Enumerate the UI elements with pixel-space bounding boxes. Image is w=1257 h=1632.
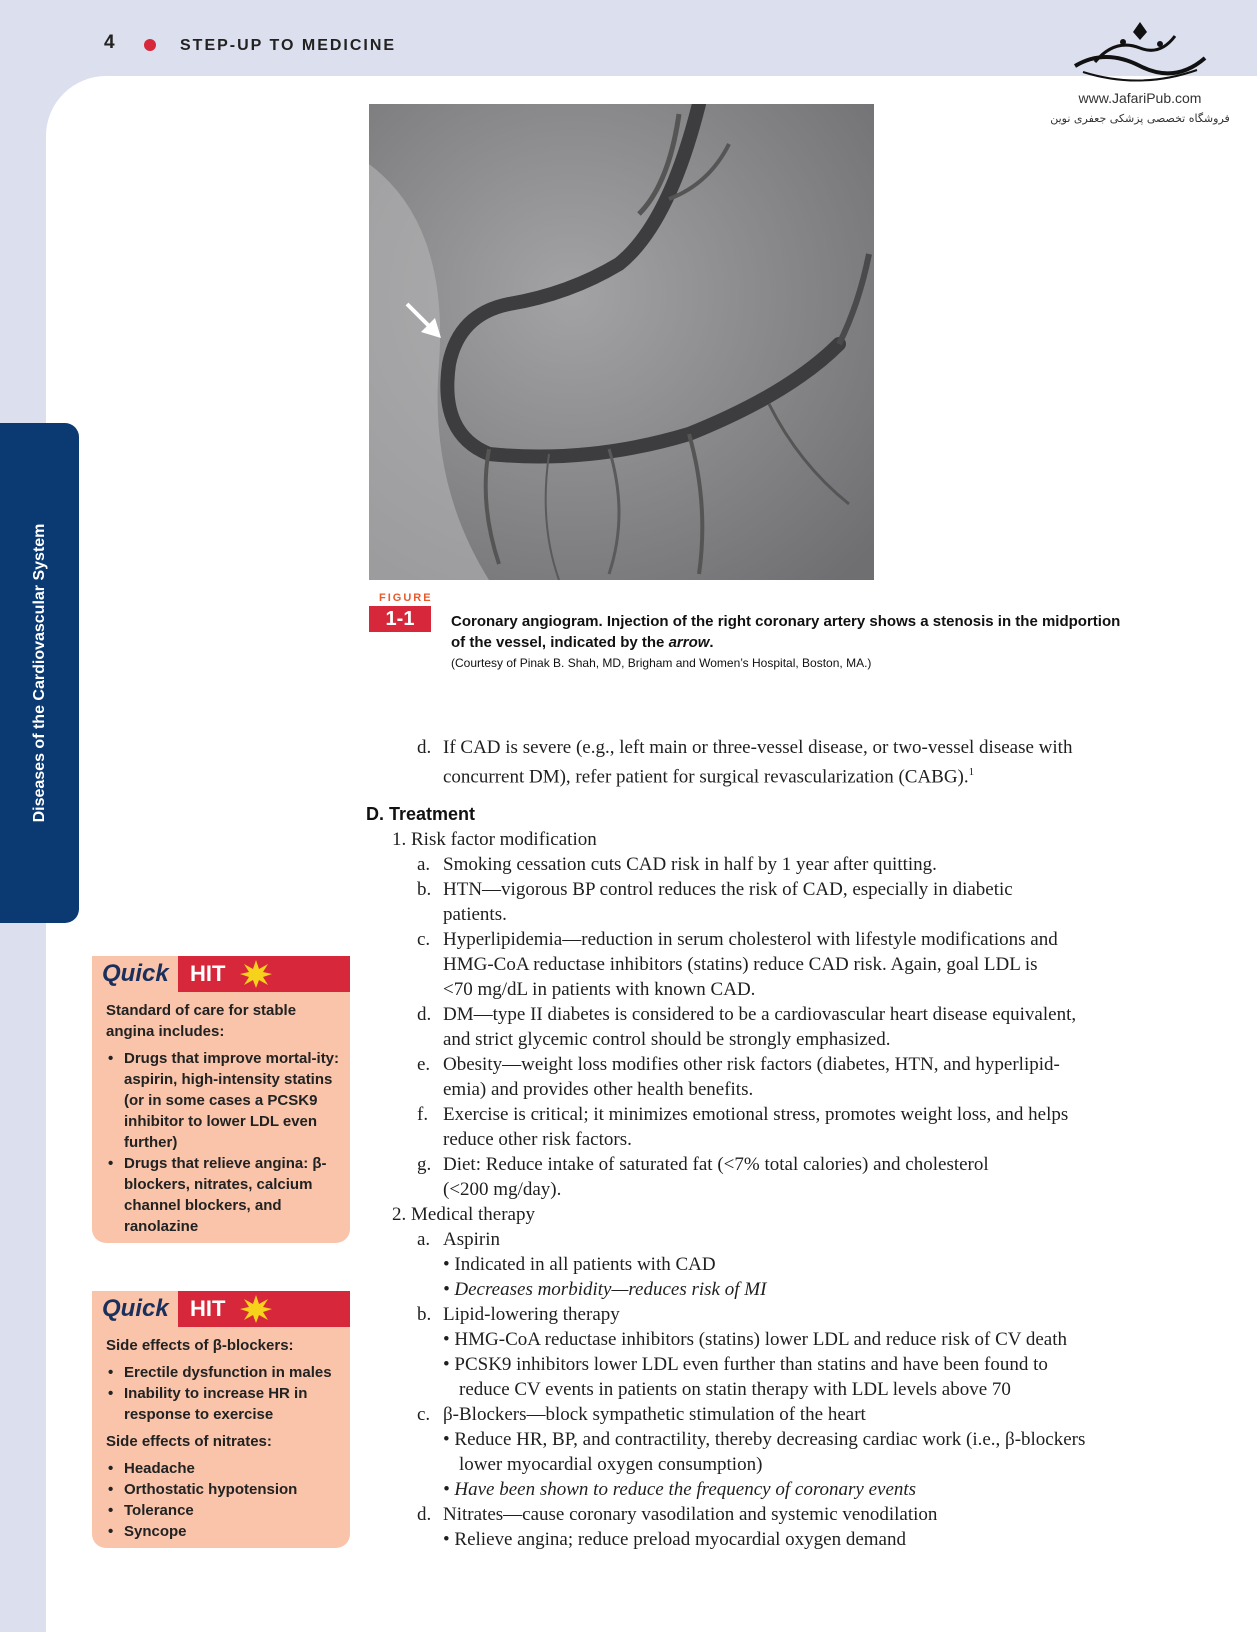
risk-d-line: and strict glycemic control should be strongly emphasized. bbox=[443, 1029, 891, 1050]
quick-hit-quick-label: Quick bbox=[92, 1291, 178, 1327]
risk-b-label: b. bbox=[417, 879, 432, 900]
quick-hit-box-1 bbox=[92, 956, 350, 1243]
chapter-side-tab-label: Diseases of the Cardiovascular System bbox=[30, 523, 48, 823]
risk-a-line: Smoking cessation cuts CAD risk in half by 1 year after quitting. bbox=[443, 854, 937, 875]
med-a-bullet: • Decreases morbidity—reduces risk of MI bbox=[443, 1279, 767, 1300]
quick-hit-body bbox=[92, 1327, 350, 1554]
quick-hit-header bbox=[92, 1291, 350, 1327]
med-a-label: a. bbox=[417, 1229, 431, 1250]
risk-g-line: (<200 mg/day). bbox=[443, 1179, 562, 1200]
med-d-label: d. bbox=[417, 1504, 432, 1525]
med-a-text: Aspirin bbox=[443, 1229, 500, 1250]
quick-hit-header bbox=[92, 956, 350, 992]
risk-b-line: patients. bbox=[443, 904, 507, 925]
item-risk-factor: 1. Risk factor modification bbox=[392, 829, 597, 850]
quick-hit-box-2 bbox=[92, 1291, 350, 1548]
chapter-side-tab bbox=[0, 423, 79, 923]
med-c-bullet: • Reduce HR, BP, and contractility, thereby decreasing cardiac work (i.e., β-blockers bbox=[443, 1429, 1086, 1450]
med-b-label: b. bbox=[417, 1304, 432, 1325]
med-c-text: β-Blockers—block sympathetic stimulation of the heart bbox=[443, 1404, 866, 1425]
med-c-bullet: • Have been shown to reduce the frequency of coronary events bbox=[443, 1479, 917, 1500]
running-head: STEP-UP TO MEDICINE bbox=[180, 37, 397, 54]
risk-b-line: HTN—vigorous BP control reduces the risk of CAD, especially in diabetic bbox=[443, 879, 1013, 900]
header-dot-icon bbox=[144, 39, 156, 51]
med-c-label: c. bbox=[417, 1404, 431, 1425]
quick-hit-quick-label: Quick bbox=[92, 956, 178, 992]
figure-credit: (Courtesy of Pinak B. Shah, MD, Brigham and Women’s Hospital, Boston, MA.) bbox=[451, 656, 872, 670]
risk-f-line: reduce other risk factors. bbox=[443, 1129, 632, 1150]
quick-hit-bullet: • Drugs that improve mortal-ity: aspirin, high-intensity statins (or in some cases a PCSK9 inhibitor to lower LDL even further) bbox=[106, 1048, 340, 1153]
risk-d-line: DM—type II diabetes is considered to be a cardiovascular heart disease equivalent, bbox=[443, 1004, 1077, 1025]
calligraphy-logo-icon bbox=[1065, 18, 1215, 88]
quick-hit-bullet: • Orthostatic hypotension bbox=[106, 1479, 340, 1500]
angiogram-image bbox=[369, 104, 874, 580]
risk-e-line: Obesity—weight loss modifies other risk factors (diabetes, HTN, and hyperlipid- bbox=[443, 1054, 1060, 1075]
med-a-bullet: • Indicated in all patients with CAD bbox=[443, 1254, 716, 1275]
med-b-bullet: • PCSK9 inhibitors lower LDL even further than statins and have been found to bbox=[443, 1354, 1048, 1375]
publisher-logo bbox=[1040, 18, 1240, 148]
intro-d-label: d. bbox=[417, 737, 432, 758]
quick-hit-list bbox=[106, 1458, 340, 1542]
starburst-icon bbox=[240, 960, 272, 988]
quick-hit-hit-label: HIT bbox=[178, 1291, 350, 1327]
risk-e-line: emia) and provides other health benefits. bbox=[443, 1079, 754, 1100]
risk-d-label: d. bbox=[417, 1004, 432, 1025]
risk-g-label: g. bbox=[417, 1154, 432, 1175]
quick-hit-bullet: • Headache bbox=[106, 1458, 340, 1479]
figure-caption bbox=[451, 611, 1151, 653]
risk-c-line: Hyperlipidemia—reduction in serum cholesterol with lifestyle modifications and bbox=[443, 929, 1058, 950]
logo-url: www.JafariPub.com bbox=[1078, 90, 1202, 106]
quick-hit-intro: Side effects of nitrates: bbox=[106, 1433, 272, 1450]
item-medical-therapy: 2. Medical therapy bbox=[392, 1204, 535, 1225]
risk-f-line: Exercise is critical; it minimizes emotional stress, promotes weight loss, and helps bbox=[443, 1104, 1069, 1125]
quick-hit-body bbox=[92, 992, 350, 1249]
med-d-bullet: • Relieve angina; reduce preload myocardial oxygen demand bbox=[443, 1529, 906, 1550]
risk-c-line: HMG-CoA reductase inhibitors (statins) reduce CAD risk. Again, goal LDL is bbox=[443, 954, 1038, 975]
quick-hit-bullet: • Syncope bbox=[106, 1521, 340, 1542]
figure-number: 1-1 bbox=[369, 606, 431, 632]
med-b-bullet: • HMG-CoA reductase inhibitors (statins) lower LDL and reduce risk of CV death bbox=[443, 1329, 1068, 1350]
med-d-text: Nitrates—cause coronary vasodilation and systemic venodilation bbox=[443, 1504, 938, 1525]
quick-hit-list bbox=[106, 1048, 340, 1237]
quick-hit-hit-label: HIT bbox=[178, 956, 350, 992]
figure-caption-line-1: Coronary angiogram. Injection of the right coronary artery shows a stenosis in the midportion bbox=[451, 613, 1121, 630]
page-number: 4 bbox=[104, 32, 115, 53]
risk-c-label: c. bbox=[417, 929, 431, 950]
quick-hit-intro: Standard of care for stable angina includes: bbox=[106, 1002, 297, 1040]
figure-caption-line-2: of the vessel, indicated by the arrow. bbox=[451, 634, 714, 651]
med-c-bullet: lower myocardial oxygen consumption) bbox=[459, 1454, 763, 1475]
quick-hit-bullet: • Inability to increase HR in response to exercise bbox=[106, 1383, 340, 1425]
risk-c-line: <70 mg/dL in patients with known CAD. bbox=[443, 979, 756, 1000]
risk-g-line: Diet: Reduce intake of saturated fat (<7% total calories) and cholesterol bbox=[443, 1154, 989, 1175]
quick-hit-bullet: • Tolerance bbox=[106, 1500, 340, 1521]
risk-f-label: f. bbox=[417, 1104, 429, 1125]
treatment-heading: D. Treatment bbox=[366, 804, 476, 824]
figure-tag-label: FIGURE bbox=[379, 592, 433, 604]
risk-a-label: a. bbox=[417, 854, 431, 875]
intro-d-line-1: If CAD is severe (e.g., left main or three-vessel disease, or two-vessel disease with bbox=[443, 737, 1073, 758]
risk-e-label: e. bbox=[417, 1054, 431, 1075]
med-b-text: Lipid-lowering therapy bbox=[443, 1304, 620, 1325]
intro-d-line-2: concurrent DM), refer patient for surgical revascularization (CABG).$^1$ bbox=[443, 766, 975, 788]
quick-hit-bullet: • Erectile dysfunction in males bbox=[106, 1362, 340, 1383]
med-b-bullet: reduce CV events in patients on statin therapy with LDL levels above 70 bbox=[459, 1379, 1011, 1400]
logo-tagline: فروشگاه تخصصی پزشکی جعفری نوین bbox=[1050, 112, 1230, 125]
quick-hit-intro: Side effects of β-blockers: bbox=[106, 1337, 294, 1354]
quick-hit-list bbox=[106, 1362, 340, 1425]
quick-hit-bullet: • Drugs that relieve angina: β-blockers, nitrates, calcium channel blockers, and ranolazine bbox=[106, 1153, 340, 1237]
starburst-icon bbox=[240, 1295, 272, 1323]
